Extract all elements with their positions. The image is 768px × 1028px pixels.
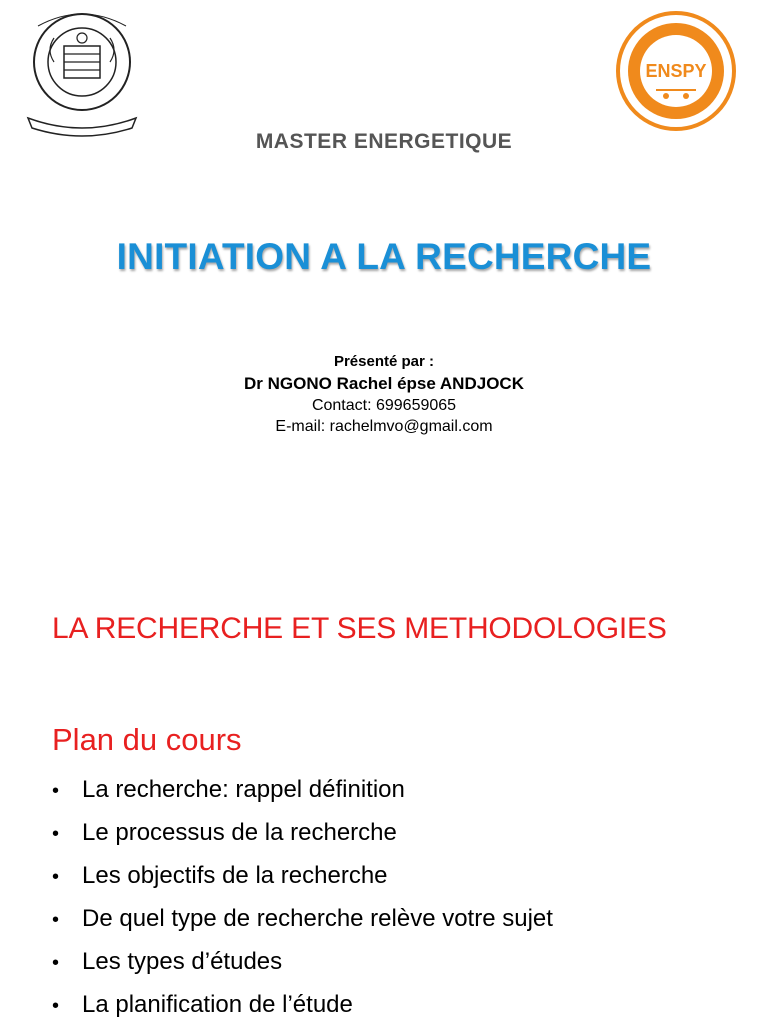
list-item <box>52 983 553 1026</box>
university-seal-icon <box>24 10 142 140</box>
program-label: MASTER ENERGETIQUE <box>255 130 513 153</box>
bullet-icon: • <box>52 909 60 931</box>
list-item-text: Le processus de la recherche <box>82 819 397 846</box>
plan-title: Plan du cours <box>52 722 242 757</box>
presented-by-label: Présenté par : <box>333 353 435 370</box>
contact-phone: Contact: 699659065 <box>311 397 457 414</box>
plan-list <box>52 768 553 1026</box>
bullet-icon: • <box>52 952 60 974</box>
list-item-text: La planification de l’étude <box>82 991 353 1018</box>
list-item-text: Les types d’études <box>82 948 283 975</box>
list-item-text: La recherche: rappel définition <box>82 776 405 803</box>
contact-email: E-mail: rachelmvo@gmail.com <box>275 418 493 435</box>
bullet-icon: • <box>52 823 60 845</box>
list-item <box>52 811 553 854</box>
list-item <box>52 768 553 811</box>
svg-text:ENSPY: ENSPY <box>645 61 707 81</box>
list-item-text: Les objectifs de la recherche <box>82 862 388 889</box>
list-item <box>52 854 553 897</box>
list-item-text: De quel type de recherche relève votre sujet <box>82 905 553 932</box>
bullet-icon: • <box>52 995 60 1017</box>
section-title: LA RECHERCHE ET SES METHODOLOGIES <box>52 612 667 645</box>
presenter-block <box>0 352 768 437</box>
page-title: INITIATION A LA RECHERCHE <box>116 236 652 277</box>
bullet-icon: • <box>52 866 60 888</box>
presenter-name: Dr NGONO Rachel épse ANDJOCK <box>244 374 524 393</box>
list-item <box>52 940 553 983</box>
enspy-logo-icon <box>612 10 740 132</box>
bullet-icon: • <box>52 780 60 802</box>
list-item <box>52 897 553 940</box>
